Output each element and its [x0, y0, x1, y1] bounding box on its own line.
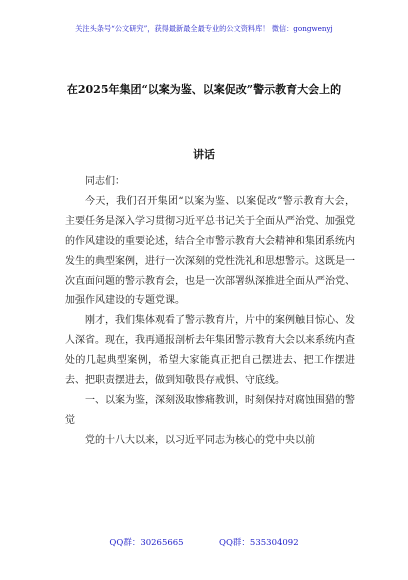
document-body [65, 172, 355, 451]
footer-contact [0, 536, 408, 548]
document-title-continuation: 讲话 [193, 148, 215, 161]
body-paragraph: 党的十八大以来，以习近平同志为核心的党中央以前 [85, 434, 315, 446]
salutation-paragraph: 同志们： [85, 176, 125, 187]
header-banner: 关注头条号“公文研究”，获得最新最全最专业的公文资料库！ 微信：gongwenyj [75, 24, 333, 33]
document-title: 在2025年集团“以案为鉴、以案促改”警示教育大会上的 [66, 83, 342, 96]
body-paragraph: 刚才，我们集体观看了警示教育片，片中的案例触目惊心、发人深省。现在，我再通报剖析去年集团警示教育大会以来系统内查处的几起典型案例，希望大家能真正把自己摆进去、把工作摆进去、把职责摆进去，做到知敬畏存戒惧、守底线。 [65, 315, 355, 387]
footer-qq-group-2: QQ群：535304092 [219, 538, 299, 548]
body-paragraph: 今天，我们召开集团“以案为鉴、以案促改”警示教育大会，主要任务是深入学习贯彻习近平总书记关于全面从严治党、加强党的作风建设的重要论述，结合全市警示教育大会精神和集团系统内发生的典型案例，进行一次深刻的党性洗礼和思想警示。这既是一次直面问题的警示教育会，也是一次部署纵深推进全面从严治党、加强作风建设的专题党课。 [65, 195, 355, 307]
footer-qq-group-1: QQ群：30265665 [109, 538, 184, 548]
section-heading: 一、以案为鉴，深刻汲取惨痛教训，时刻保持对腐蚀围猎的警觉 [65, 394, 355, 426]
